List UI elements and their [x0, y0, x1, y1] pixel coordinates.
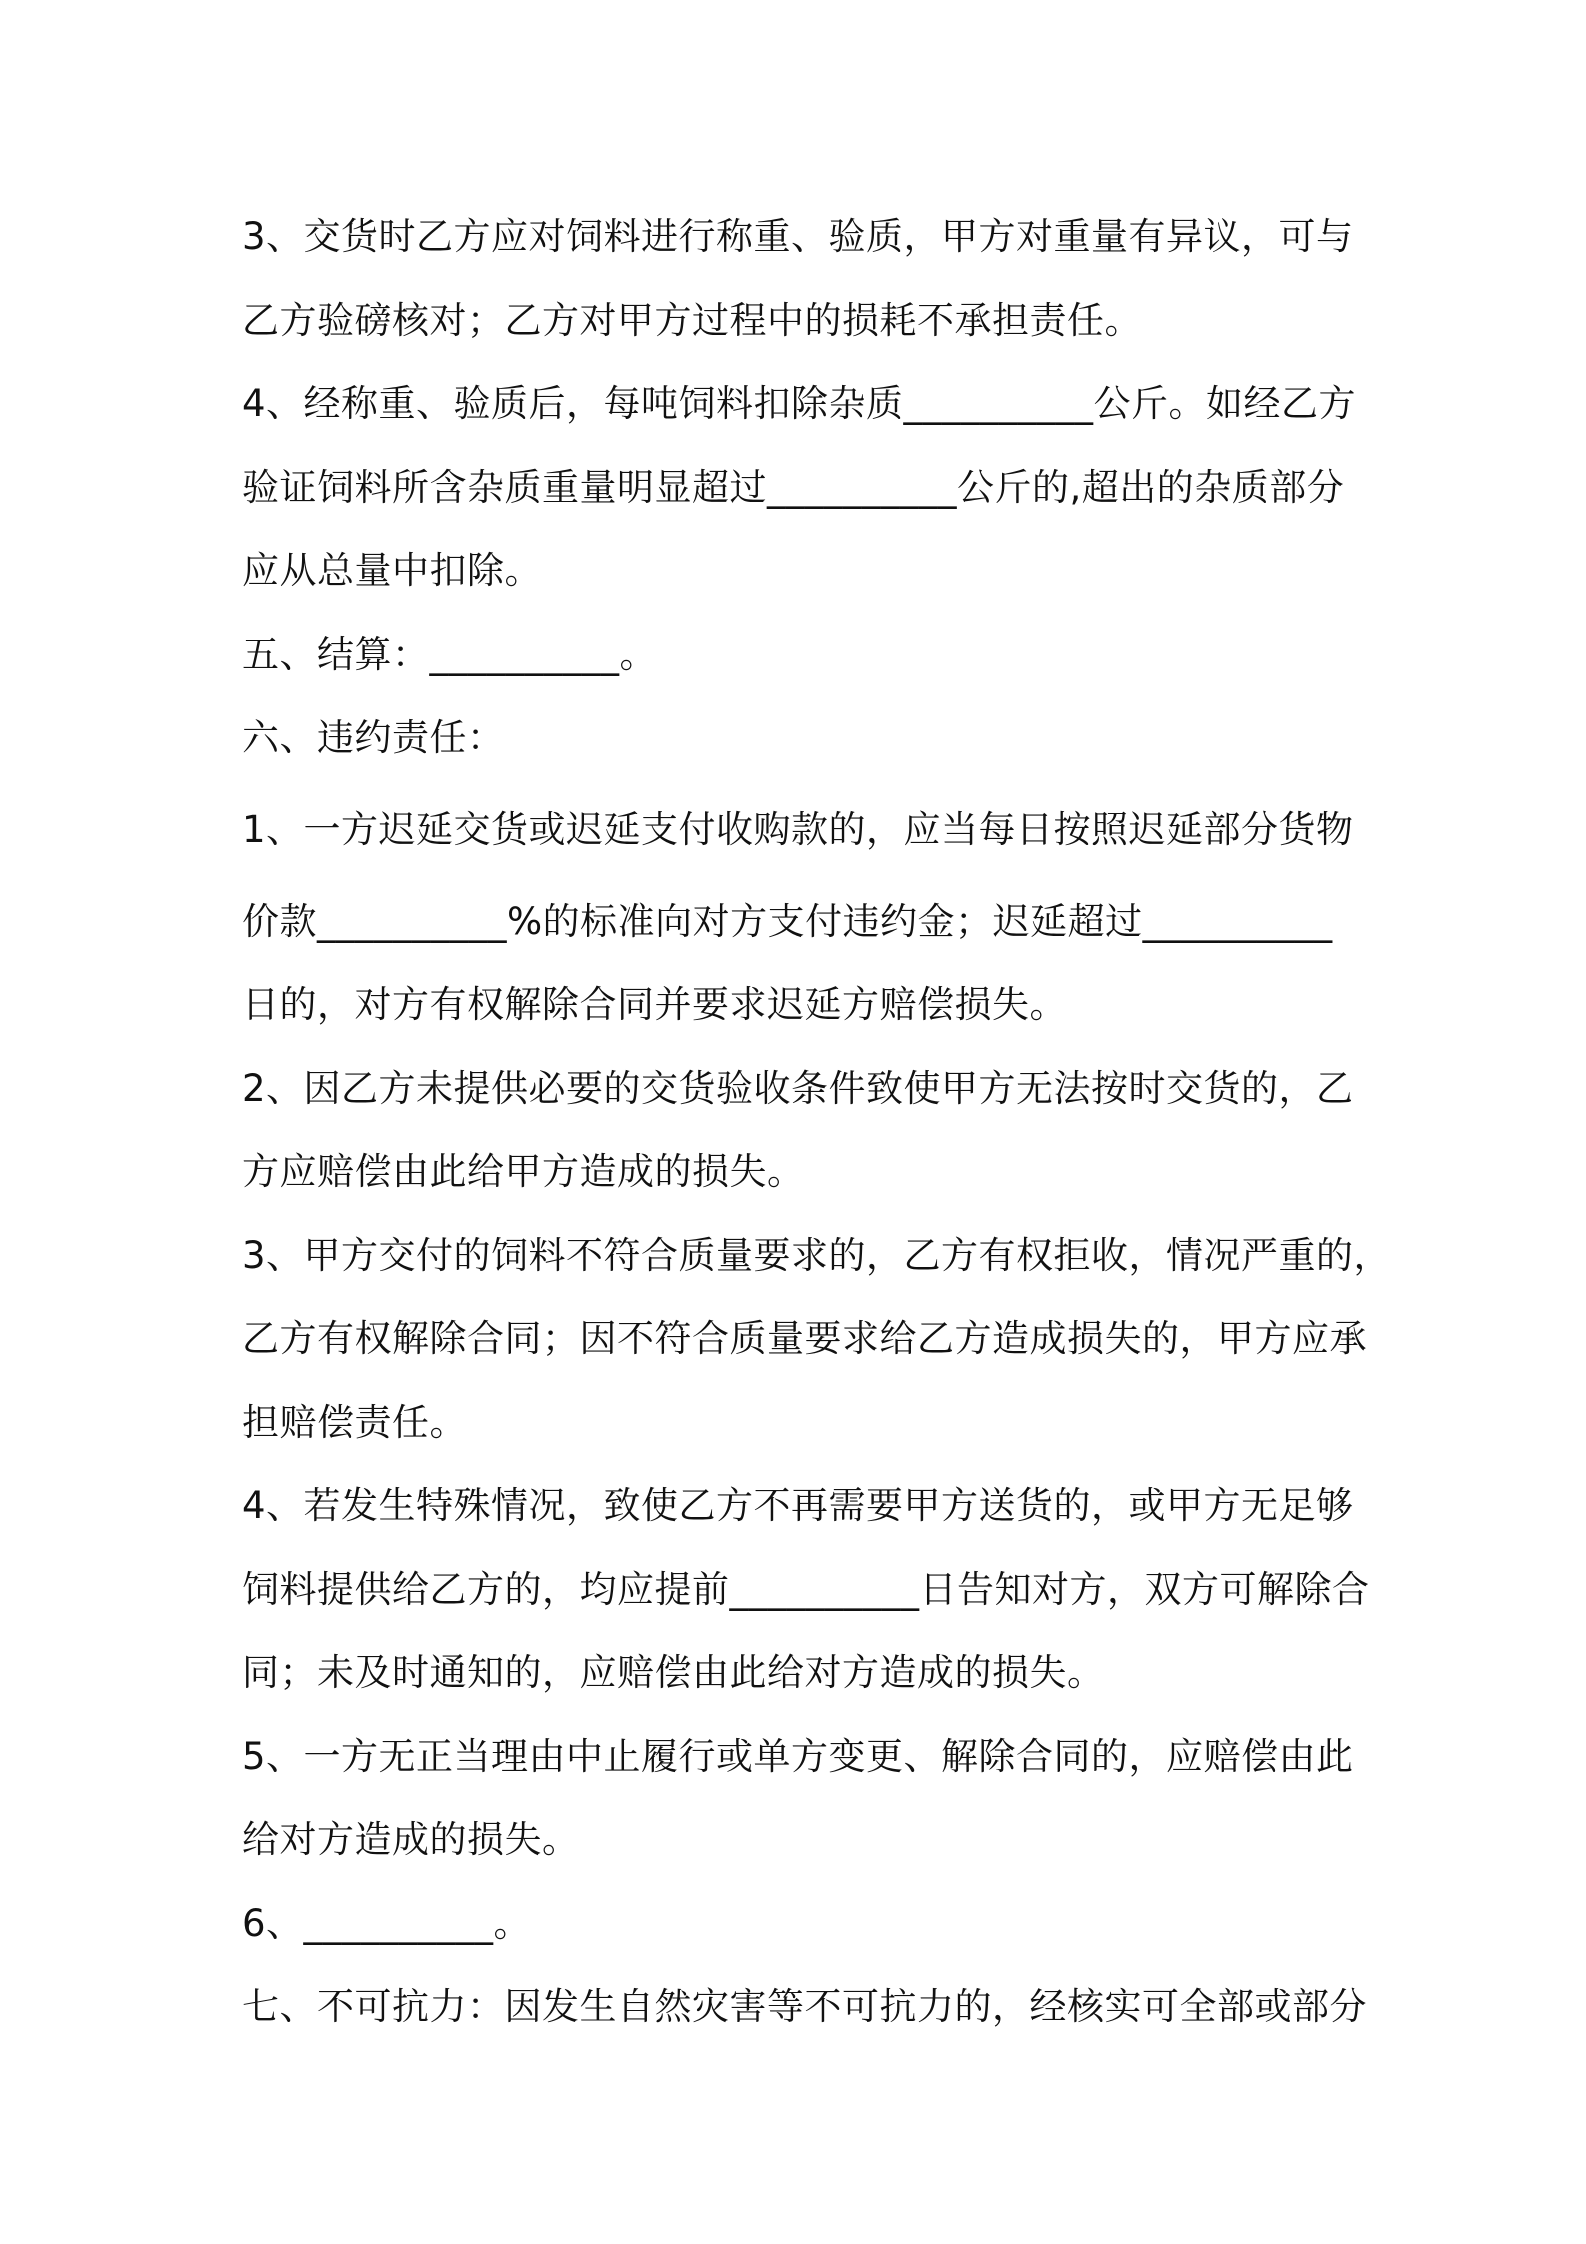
text-line: 给对方造成的损失。 [242, 1818, 580, 1861]
section-heading: 六、违约责任： [242, 716, 505, 759]
text-line: 价款__________%的标准向对方支付违约金；迟延超过__________ [242, 899, 1333, 943]
text-line: 3、甲方交付的饲料不符合质量要求的，乙方有权拒收，情况严重的， [242, 1233, 1392, 1277]
text-line: 5、一方无正当理由中止履行或单方变更、解除合同的，应赔偿由此 [242, 1734, 1354, 1778]
text-line: 3、交货时乙方应对饲料进行称重、验质，甲方对重量有异议，可与 [242, 215, 1354, 258]
text-line: 乙方有权解除合同；因不符合质量要求给乙方造成损失的，甲方应承 [242, 1317, 1367, 1360]
text-line: 验证饲料所含杂质重量明显超过__________公斤的,超出的杂质部分 [242, 465, 1345, 509]
section-heading: 七、不可抗力：因发生自然灾害等不可抗力的，经核实可全部或部分 [242, 1985, 1367, 2028]
text-line: 应从总量中扣除。 [242, 549, 542, 592]
document-body [242, 195, 1392, 2049]
text-line: 4、若发生特殊情况，致使乙方不再需要甲方送货的，或甲方无足够 [242, 1484, 1354, 1527]
text-line: 1、一方迟延交货或迟延支付收购款的，应当每日按照迟延部分货物 [242, 807, 1354, 851]
text-line: 2、因乙方未提供必要的交货验收条件致使甲方无法按时交货的，乙 [242, 1066, 1354, 1110]
text-line: 担赔偿责任。 [242, 1400, 467, 1444]
text-line: 同；未及时通知的，应赔偿由此给对方造成的损失。 [242, 1651, 1105, 1694]
text-line: 乙方验磅核对；乙方对甲方过程中的损耗不承担责任。 [242, 298, 1142, 342]
text-line: 4、经称重、验质后，每吨饲料扣除杂质__________公斤。如经乙方 [242, 382, 1357, 425]
text-line: 饲料提供给乙方的，均应提前__________日告知对方，双方可解除合 [242, 1567, 1370, 1611]
text-line: 方应赔偿由此给甲方造成的损失。 [242, 1150, 805, 1193]
section-heading: 五、结算：__________。 [242, 632, 657, 676]
text-line: 日的，对方有权解除合同并要求迟延方赔偿损失。 [242, 983, 1067, 1026]
text-line: 6、__________。 [242, 1901, 532, 1945]
